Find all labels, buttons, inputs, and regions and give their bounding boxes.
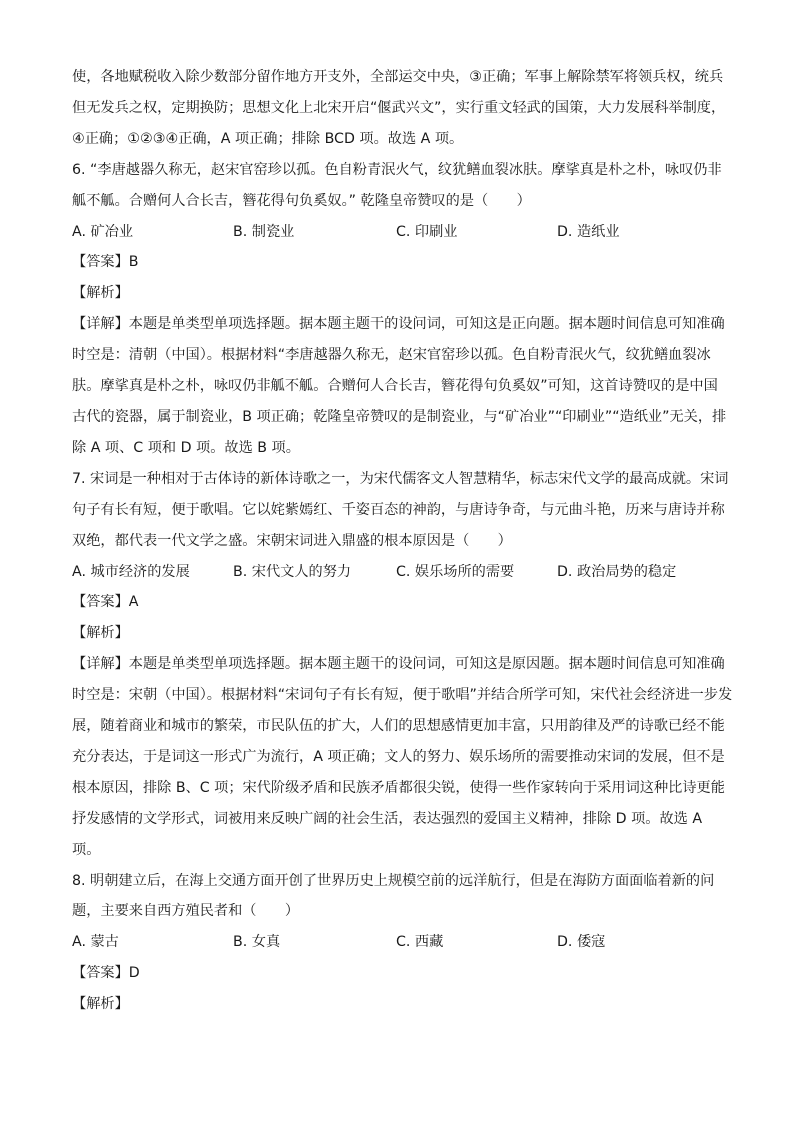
text-line: 使，各地赋税收入除少数部分留作地方开支外，全部运交中央，③正确；军事上解除禁军将领兵权，统兵: [72, 69, 724, 85]
options-row: [72, 217, 722, 248]
detail-line: 古代的瓷器，属于制瓷业，B 项正确；乾隆皇帝赞叹的是制瓷业，与“矿冶业”“印刷业”“造纸业”无关，排: [72, 408, 727, 425]
question-stem-line: 6. “李唐越器久称无，赵宋官窑珍以孤。色自粉青泯火气，纹犹鳝血裂冰肤。摩挲真是朴之朴，咏叹仍非: [72, 161, 722, 178]
detail-line: 根本原因，排除 B、C 项；宋代阶级矛盾和民族矛盾都很尖锐，使得一些作家转向于采用词这种比诗更能: [72, 779, 725, 796]
option-d: D. 政治局势的稳定: [557, 563, 677, 580]
question-6: [72, 155, 727, 464]
analysis-label: 【解析】: [72, 625, 129, 642]
question-stem-line: 8. 明朝建立后，在海上交通方面开创了世界历史上规模空前的远洋航行，但是在海防方面面临着新的问: [72, 872, 715, 889]
detail-line: 肤。摩挲真是朴之朴，咏叹仍非觚不觚。合赠何人合长吉，簪花得句负奚奴”可知，这首诗赞叹的是中国: [72, 378, 718, 395]
option-a: A. 蒙古: [72, 934, 119, 951]
options-row: [72, 927, 722, 958]
text-line: ④正确；①②③④正确，A 项正确；排除 BCD 项。故选 A 项。: [72, 130, 464, 147]
detail-line: 【详解】本题是单类型单项选择题。据本题主题干的设问词，可知这是正向题。据本题时间信息可知准确: [72, 316, 725, 333]
option-a: A. 矿冶业: [72, 223, 134, 240]
detail-line: 抒发感情的文学形式，词被用来反映广阔的社会生活，表达强烈的爱国主义精神，排除 D 项。故选 A: [72, 810, 703, 827]
detail-line: 项。: [72, 841, 101, 858]
analysis-label: 【解析】: [72, 996, 129, 1013]
options-row: [72, 557, 722, 588]
question-stem-line: 双绝，都代表一代文学之盛。宋朝宋词进入鼎盛的根本原因是（ ）: [72, 532, 512, 549]
text-line: 但无发兵之权，定期换防；思想文化上北宋开启“偃武兴文”，实行重文轻武的国策，大力发展科举制度，: [72, 99, 726, 116]
option-b: B. 女真: [233, 934, 281, 951]
answer-label: 【答案】A: [72, 594, 139, 611]
option-c: C. 西藏: [396, 934, 444, 951]
option-b: B. 宋代文人的努力: [233, 563, 352, 580]
analysis-label: 【解析】: [72, 285, 129, 302]
question-stem-line: 句子有长有短，便于歌唱。它以姹紫嫣红、千姿百态的神韵，与唐诗争奇，与元曲斗艳，历来与唐诗并称: [72, 501, 725, 518]
detail-line: 展，随着商业和城市的繁荣，市民队伍的扩大，人们的思想感情更加丰富，只用韵律及严的诗歌已经不能: [72, 718, 725, 735]
detail-line: 【详解】本题是单类型单项选择题。据本题主题干的设问词，可知这是原因题。据本题时间信息可知准确: [72, 656, 725, 673]
detail-line: 除 A 项、C 项和 D 项。故选 B 项。: [72, 439, 300, 456]
detail-line: 时空是：清朝（中国）。根据材料“李唐越器久称无，赵宋官窑珍以孤。色自粉青泯火气，纹犹鳝血裂冰: [72, 347, 711, 364]
detail-line: 时空是：宋朝（中国）。根据材料“宋词句子有长有短，便于歌唱”并结合所学可知，宋代社会经济进一步发: [72, 687, 733, 704]
option-d: D. 造纸业: [557, 223, 620, 240]
question-7: [72, 464, 733, 866]
question-stem-line: 7. 宋词是一种相对于古体诗的新体诗歌之一，为宋代儒客文人智慧精华，标志宋代文学的最高成就。宋词: [72, 470, 729, 487]
question-8: [72, 866, 722, 1021]
question-stem-line: 觚不觚。合赠何人合长吉，簪花得句负奚奴。” 乾隆皇帝赞叹的是（ ）: [72, 192, 531, 209]
detail-line: 充分表达，于是词这一形式广为流行，A 项正确；文人的努力、娱乐场所的需要推动宋词的发展，但不是: [72, 748, 725, 765]
option-b: B. 制瓷业: [233, 223, 295, 240]
answer-label: 【答案】B: [72, 254, 139, 271]
question-stem-line: 题，主要来自西方殖民者和（ ）: [72, 903, 300, 920]
option-c: C. 印刷业: [396, 223, 458, 240]
answer-label: 【答案】D: [72, 965, 140, 982]
option-a: A. 城市经济的发展: [72, 563, 190, 580]
previous-explanation-tail: [72, 62, 726, 155]
option-c: C. 娱乐场所的需要: [396, 563, 515, 580]
option-d: D. 倭寇: [557, 934, 606, 951]
exam-page: [72, 62, 733, 1020]
